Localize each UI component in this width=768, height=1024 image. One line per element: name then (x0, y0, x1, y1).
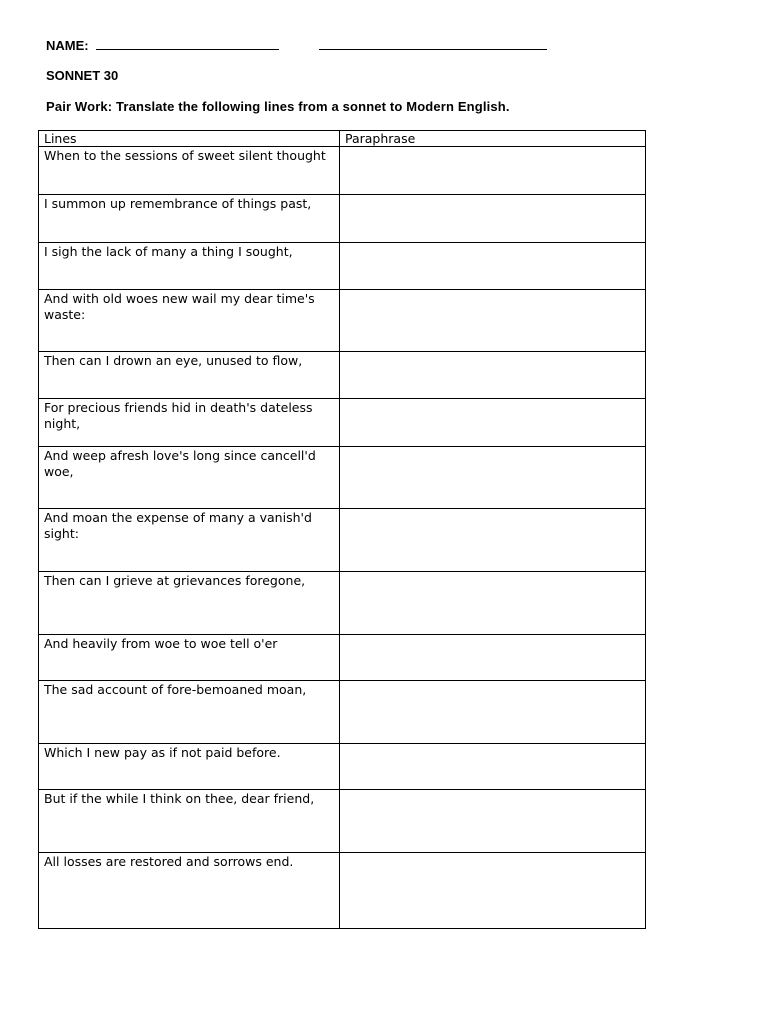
line-text: The sad account of fore-bemoaned moan, (44, 682, 307, 697)
line-text: And with old woes new wail my dear time's waste: (44, 291, 315, 322)
second-blank[interactable] (319, 39, 547, 50)
line-cell (39, 399, 340, 447)
paraphrase-cell[interactable] (340, 290, 646, 352)
paraphrase-cell[interactable] (340, 352, 646, 399)
table-row (39, 399, 646, 447)
paraphrase-cell[interactable] (340, 790, 646, 853)
line-text: And weep afresh love's long since cancell'd woe, (44, 448, 316, 479)
paraphrase-cell[interactable] (340, 147, 646, 195)
line-text: And moan the expense of many a vanish'd sight: (44, 510, 312, 541)
paraphrase-cell[interactable] (340, 195, 646, 243)
line-text: I summon up remembrance of things past, (44, 196, 312, 211)
sonnet-title: SONNET 30 (46, 68, 119, 83)
line-cell (39, 853, 340, 929)
column-header-lines: Lines (39, 131, 340, 147)
line-cell (39, 147, 340, 195)
table-row (39, 195, 646, 243)
line-text: Then can I drown an eye, unused to flow, (44, 353, 303, 368)
line-text: But if the while I think on thee, dear friend, (44, 791, 315, 806)
table-row (39, 290, 646, 352)
line-cell (39, 290, 340, 352)
line-text: When to the sessions of sweet silent thought (44, 148, 326, 163)
column-header-paraphrase: Paraphrase (340, 131, 646, 147)
line-text: Then can I grieve at grievances foregone, (44, 573, 306, 588)
table-row (39, 509, 646, 572)
table-row (39, 635, 646, 681)
line-cell (39, 509, 340, 572)
table-row (39, 681, 646, 744)
name-line (46, 38, 547, 53)
line-text: For precious friends hid in death's dateless night, (44, 400, 313, 431)
table-row (39, 790, 646, 853)
name-blank[interactable] (96, 39, 279, 50)
line-cell (39, 195, 340, 243)
paraphrase-cell[interactable] (340, 572, 646, 635)
line-cell (39, 447, 340, 509)
line-cell (39, 681, 340, 744)
paraphrase-cell[interactable] (340, 447, 646, 509)
line-cell (39, 790, 340, 853)
line-cell (39, 243, 340, 290)
paraphrase-cell[interactable] (340, 853, 646, 929)
instructions: Pair Work: Translate the following lines from a sonnet to Modern English. (46, 99, 510, 114)
table-row (39, 853, 646, 929)
table-row (39, 352, 646, 399)
paraphrase-cell[interactable] (340, 681, 646, 744)
paraphrase-cell[interactable] (340, 243, 646, 290)
name-label: NAME: (46, 38, 89, 53)
line-cell (39, 572, 340, 635)
header-row (39, 131, 646, 147)
line-cell (39, 352, 340, 399)
table-row (39, 447, 646, 509)
table-row (39, 147, 646, 195)
paraphrase-cell[interactable] (340, 509, 646, 572)
line-text: Which I new pay as if not paid before. (44, 745, 281, 760)
line-text: All losses are restored and sorrows end. (44, 854, 294, 869)
paraphrase-cell[interactable] (340, 399, 646, 447)
line-cell (39, 635, 340, 681)
table-row (39, 243, 646, 290)
worksheet-table (38, 130, 646, 929)
line-text: I sigh the lack of many a thing I sought, (44, 244, 293, 259)
table-row (39, 572, 646, 635)
paraphrase-cell[interactable] (340, 744, 646, 790)
paraphrase-cell[interactable] (340, 635, 646, 681)
line-text: And heavily from woe to woe tell o'er (44, 636, 278, 651)
